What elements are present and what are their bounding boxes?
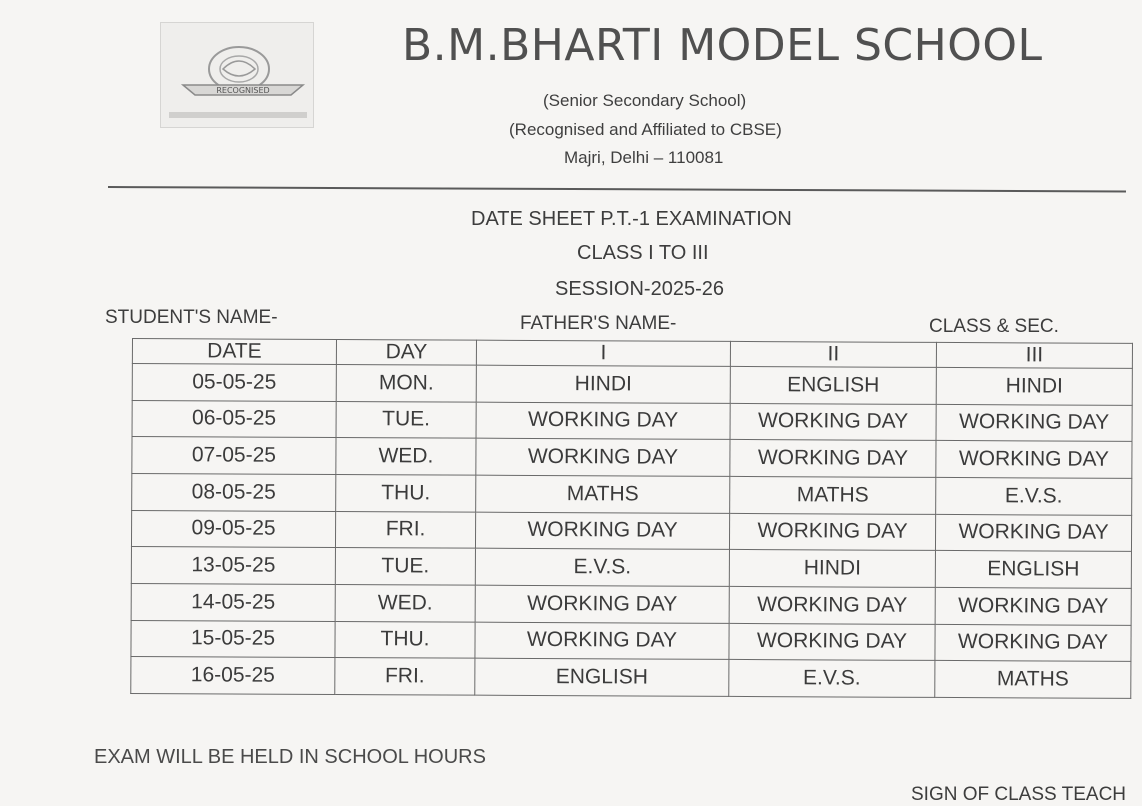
class-iii-cell: E.V.S. [936,477,1132,515]
exam-title: DATE SHEET P.T.-1 EXAMINATION [471,208,792,230]
date-cell: 05-05-25 [132,364,336,402]
table-row [132,473,1132,515]
day-cell: THU. [335,621,475,658]
date-cell: 08-05-25 [132,473,336,511]
class-i-cell: WORKING DAY [476,438,730,476]
class-i-cell: WORKING DAY [475,585,729,623]
table-row [131,657,1131,699]
class-iii-cell: WORKING DAY [935,514,1131,552]
date-cell: 07-05-25 [132,437,336,475]
day-cell: MON. [336,364,476,401]
header-class-ii: II [730,341,936,367]
class-ii-cell: WORKING DAY [730,440,936,478]
class-ii-cell: ENGLISH [730,366,936,404]
date-cell: 15-05-25 [131,620,335,658]
day-cell: TUE. [336,401,476,438]
class-iii-cell: MATHS [935,661,1131,699]
class-ii-cell: WORKING DAY [730,403,936,441]
table-row [131,510,1131,552]
day-cell: WED. [336,438,476,475]
day-cell: FRI. [335,511,475,548]
date-cell: 06-05-25 [132,400,336,438]
class-iii-cell: WORKING DAY [936,404,1132,442]
table-row [132,437,1132,479]
father-name-label: FATHER'S NAME- [520,313,677,334]
class-i-cell: ENGLISH [475,658,729,696]
class-i-cell: MATHS [476,475,730,513]
header-divider [108,186,1126,192]
class-ii-cell: E.V.S. [729,660,935,698]
school-address: Majri, Delhi – 110081 [564,148,724,167]
class-ii-cell: HINDI [729,550,935,588]
school-affiliation: (Recognised and Affiliated to CBSE) [509,120,782,139]
class-i-cell: WORKING DAY [475,512,729,550]
session-label: SESSION-2025-26 [555,278,724,300]
date-cell: 13-05-25 [131,547,335,585]
table-row [132,400,1132,442]
class-iii-cell: WORKING DAY [936,441,1132,479]
class-iii-cell: HINDI [936,367,1132,405]
table-row [131,620,1131,662]
header-day: DAY [336,339,476,365]
date-sheet-table-container [130,338,1132,699]
svg-text:RECOGNISED: RECOGNISED [216,86,270,95]
class-iii-cell: WORKING DAY [935,624,1131,662]
header-date: DATE [132,339,336,365]
school-name: B.M.BHARTI MODEL SCHOOL [402,20,1043,71]
date-cell: 09-05-25 [131,510,335,548]
class-i-cell: E.V.S. [475,548,729,586]
table-row [131,547,1131,589]
day-cell: FRI. [335,658,475,695]
date-cell: 16-05-25 [131,657,335,695]
table-row [131,583,1131,625]
class-ii-cell: MATHS [730,476,936,514]
class-ii-cell: WORKING DAY [729,513,935,551]
date-sheet-table [130,338,1133,699]
class-iii-cell: ENGLISH [935,551,1131,589]
class-i-cell: WORKING DAY [476,402,730,440]
class-iii-cell: WORKING DAY [935,587,1131,625]
school-emblem-icon [161,23,313,127]
class-i-cell: HINDI [476,365,730,403]
exam-timing-note: EXAM WILL BE HELD IN SCHOOL HOURS [94,746,486,768]
day-cell: WED. [335,584,475,621]
table-row [132,364,1132,406]
school-type: (Senior Secondary School) [543,91,747,110]
class-teacher-signature-label: SIGN OF CLASS TEACH [911,784,1127,805]
header-class-iii: III [936,342,1132,368]
day-cell: TUE. [335,548,475,585]
day-cell: THU. [336,474,476,511]
student-name-label: STUDENT'S NAME- [105,307,278,328]
class-range: CLASS I TO III [577,242,709,264]
class-ii-cell: WORKING DAY [729,623,935,661]
school-logo [160,22,314,128]
class-sec-label: CLASS & SEC. [929,316,1059,337]
class-ii-cell: WORKING DAY [729,586,935,624]
date-cell: 14-05-25 [131,583,335,621]
header-class-i: I [476,340,730,366]
class-i-cell: WORKING DAY [475,622,729,660]
